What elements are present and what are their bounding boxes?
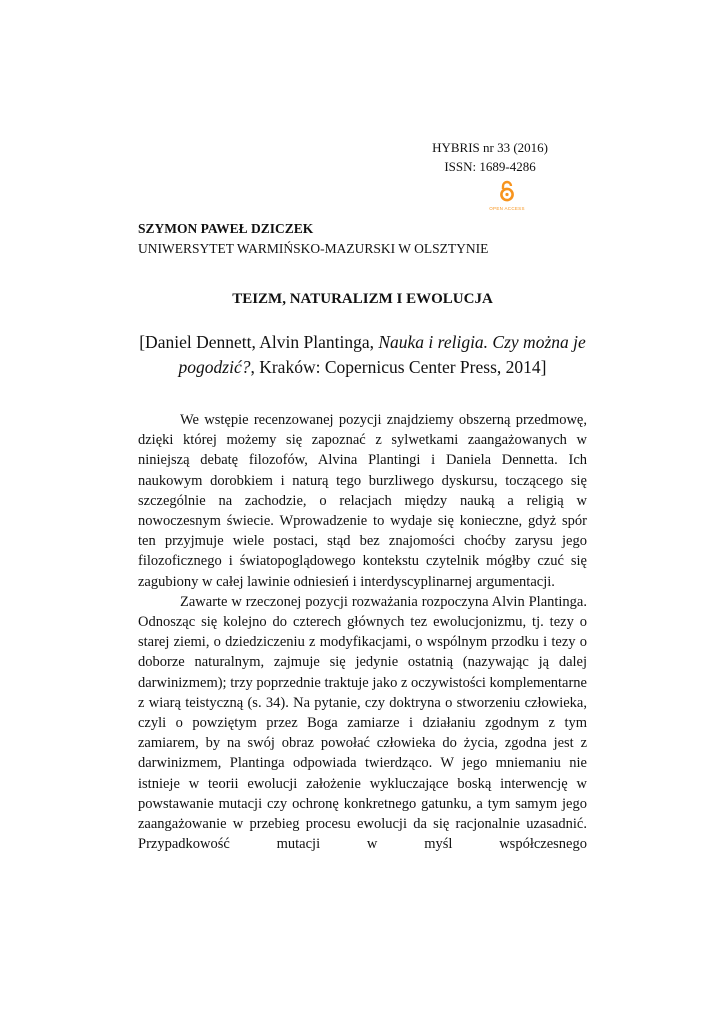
author-block [138, 219, 488, 259]
article-title: TEIZM, NATURALIZM I EWOLUCJA [232, 291, 493, 307]
journal-issue: HYBRIS nr 33 (2016) [432, 140, 548, 155]
open-access-icon [499, 180, 515, 202]
paragraph: Zawarte w rzeczonej pozycji rozważania rozpoczyna Alvin Plantinga. Odnosząc się kolejno do czterech głównych tez ewolucjonizmu, tj. tezy o starej ziemi, o dziedziczeniu z modyfikacjami, o wspólnym przodku i tezy o doborze naturalnym, zajmuje się jedynie ostatnią (nazywając ją dalej darwinizmem); trzy poprzednie traktuje jako z oczywistości komplementarne z wiarą teistyczną (s. 34). Na pytanie, czy doktryna o stworzeniu człowieka, czyli o powziętym przez Boga zamiarze i działaniu zgodnym z tym zamiarem, by na swój obraz powołać człowieka do życia, zgodna jest z darwinizmem, Plantinga odpowiada twierdząco. W jego mniemaniu nie istnieje w teorii ewolucji założenie wykluczające boską interwencję w powstawanie mutacji czy ochronę konkretnego gatunku, a tym samym jego zaangażowanie w przebieg procesu ewolucji da się racjonalnie uzasadnić. Przypadkowość mutacji w myśl współczesnego [138, 593, 587, 853]
author-name: SZYMON PAWEŁ DZICZEK [138, 221, 314, 236]
reviewed-book-citation [138, 330, 587, 380]
citation-publisher: , Kraków: Copernicus Center Press, 2014] [250, 357, 547, 377]
paragraph: We wstępie recenzowanej pozycji znajdziemy obszerną przedmowę, dzięki której możemy się zapoznać z sylwetkami zaangażowanych w niniejszą debatę filozofów, Alvina Plantingi i Daniela Dennetta. Ich naukowym dorobkiem i naturą tego burzliwego dyskursu, toczącego się szczególnie na zachodzie, o relacjach między nauką a religią w nowoczesnym świecie. Wprowadzenie to wydaje się konieczne, gdyż spór ten przyjmuje wiele postaci, stąd bez znajomości choćby zarysu jego filozoficznego i światopoglądowego kontekstu czytelnik mógłby czuć się zagubiony w całej lawinie odniesień i interdyscyplinarnej argumentacji. [138, 412, 587, 590]
open-access-label: OPEN ACCESS [489, 206, 525, 211]
citation-authors: [Daniel Dennett, Alvin Plantinga, [139, 332, 379, 352]
article-body [138, 410, 587, 854]
journal-info [432, 138, 548, 176]
journal-issn: ISSN: 1689-4286 [444, 159, 536, 174]
author-affiliation: UNIWERSYTET WARMIŃSKO-MAZURSKI W OLSZTYNIE [138, 241, 489, 256]
open-access-logo [487, 180, 527, 211]
citation-book-title: Nauka i religia. Czy można je pogodzić? [178, 332, 586, 377]
